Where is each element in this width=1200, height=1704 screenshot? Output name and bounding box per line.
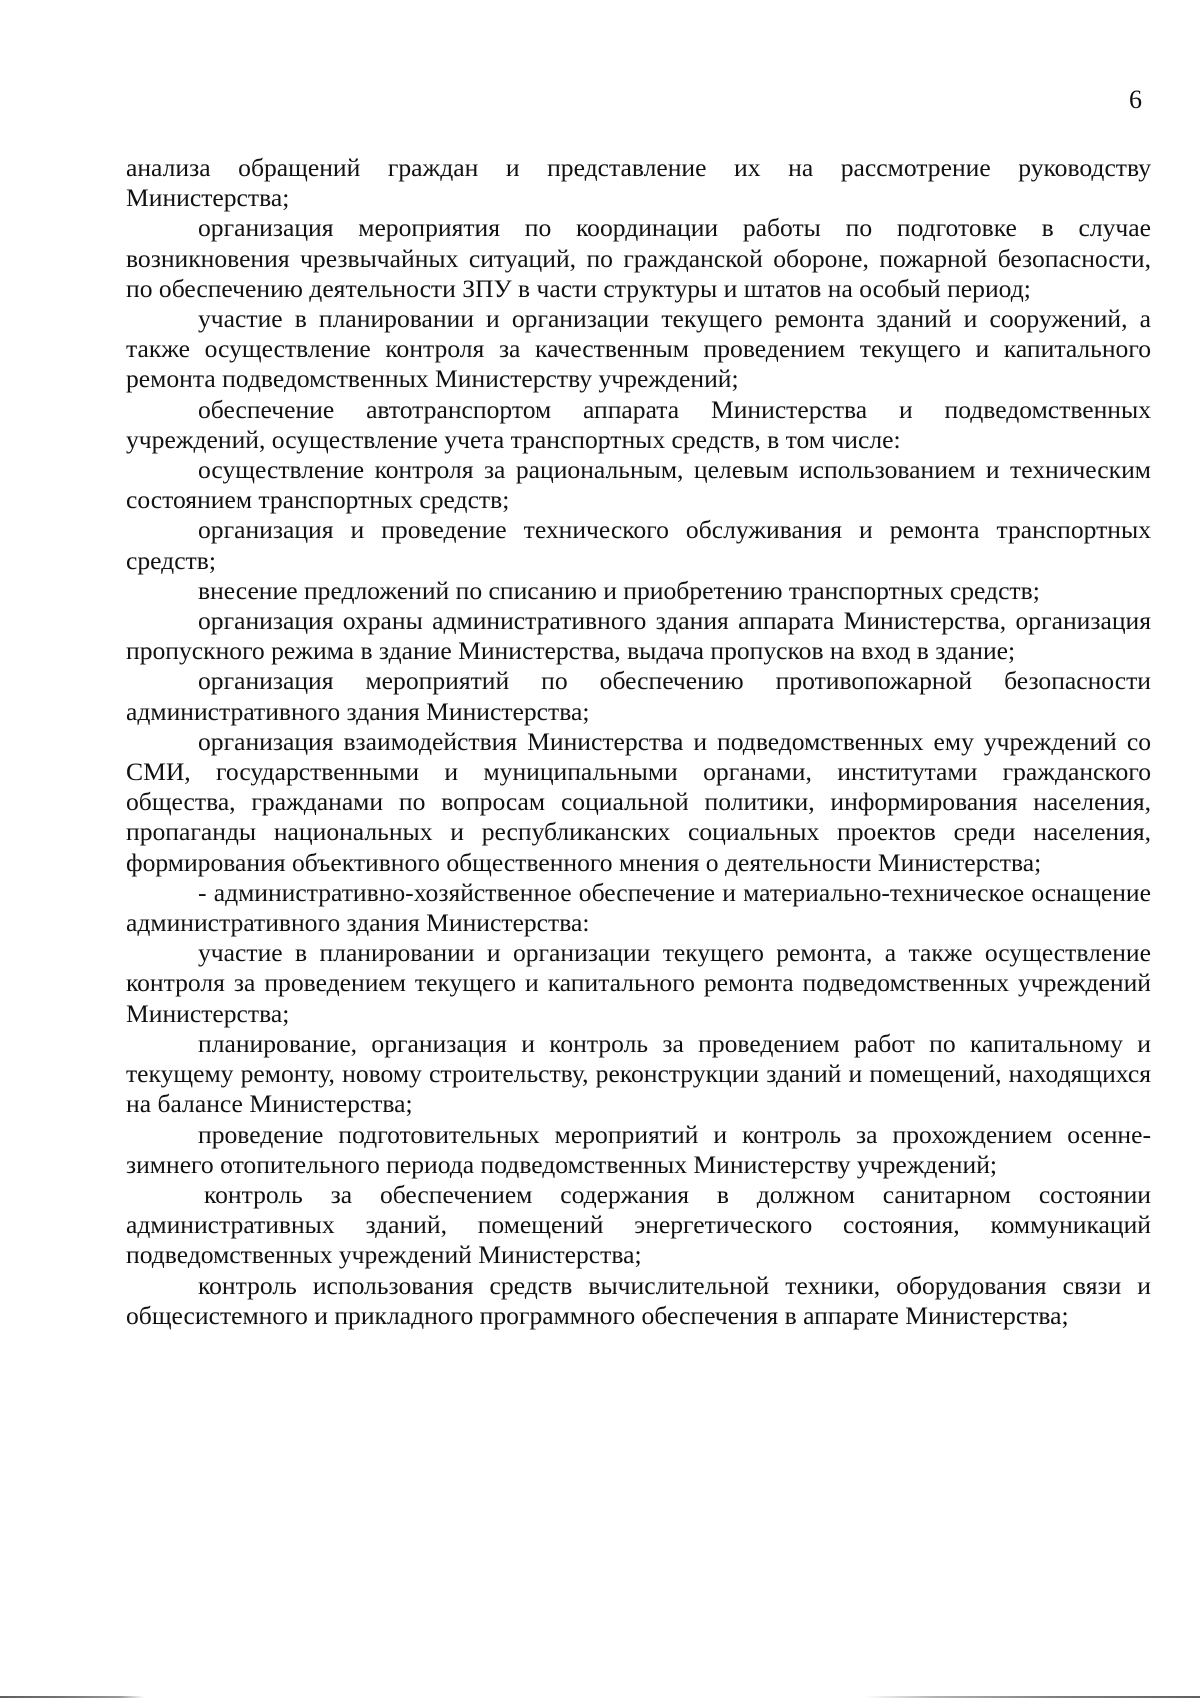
paragraph: внесение предложений по списанию и приобретению транспортных средств;: [198, 575, 1040, 605]
paragraph: анализа обращений граждан и представление их на рассмотрение руководству Министерства;: [126, 153, 1151, 213]
paragraph: планирование, организация и контроль за проведением работ по капитальному и текущему ремонту, новому строительству, реконструкции зданий и помещений, находящихся на балансе Министерства;: [126, 1028, 1151, 1119]
paragraph: обеспечение автотранспортом аппарата Министерства и подведомственных учреждений, осуществление учета транспортных средств, в том числе:: [126, 394, 1151, 454]
paragraph: контроль за обеспечением содержания в должном санитарном состоянии административных зданий, помещений энергетического состояния, коммуникаций подведомственных учреждений Министерства;: [126, 1179, 1151, 1270]
paragraph: участие в планировании и организации текущего ремонта зданий и сооружений, а также осуществление контроля за качественным проведением текущего и капитального ремонта подведомственных Министерству учреждений;: [126, 304, 1151, 394]
paragraph: - административно-хозяйственное обеспечение и материально-техническое оснащение административного здания Министерства:: [126, 877, 1151, 938]
paragraph: контроль использования средств вычислительной техники, оборудования связи и общесистемного и прикладного программного обеспечения в аппарате Министерства;: [126, 1270, 1151, 1330]
paragraph: организация и проведение технического обслуживания и ремонта транспортных средств;: [126, 515, 1151, 575]
paragraph: организация мероприятий по обеспечению противопожарной безопасности административного здания Министерства;: [126, 666, 1151, 726]
page-number: 6: [1129, 85, 1142, 114]
paragraph: участие в планировании и организации текущего ремонта, а также осуществление контроля за проведением текущего и капитального ремонта подведомственных учреждений Министерства;: [126, 938, 1151, 1028]
scan-edge-line: [0, 1696, 1200, 1698]
paragraph: проведение подготовительных мероприятий и контроль за прохождением осенне-зимнего отопительного периода подведомственных Министерству учреждений;: [126, 1119, 1151, 1179]
document-body: [126, 153, 1151, 1331]
paragraph: организация мероприятия по координации работы по подготовке в случае возникновения чрезвычайных ситуаций, по гражданской обороне, пожарной безопасности, по обеспечению деятельности ЗПУ в части структуры и штатов на особый период;: [126, 213, 1151, 303]
paragraph: организация взаимодействия Министерства и подведомственных ему учреждений со СМИ, государственными и муниципальными органами, институтами гражданского общества, гражданами по вопросам социальной политики, информирования населения, пропаганды национальных и республиканских социальных проектов среди населения, формирования объективного общественного мнения о деятельности Министерства;: [126, 726, 1151, 877]
paragraph: организация охраны административного здания аппарата Министерства, организация пропускного режима в здание Министерства, выдача пропусков на вход в здание;: [126, 606, 1151, 666]
paragraph: осуществление контроля за рациональным, целевым использованием и техническим состоянием транспортных средств;: [126, 455, 1151, 515]
